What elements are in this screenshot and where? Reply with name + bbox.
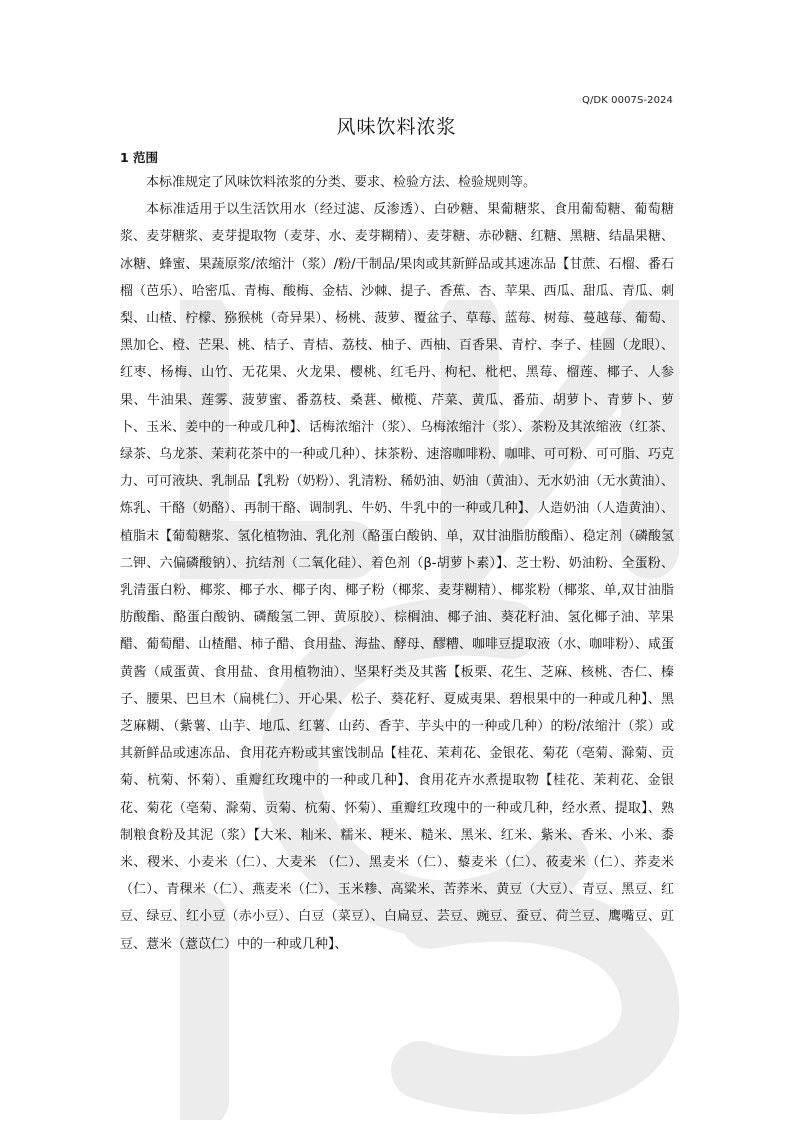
- scope-paragraph-2: 本标准适用于以生活饮用水（经过滤、反渗透）、白砂糖、果葡糖浆、食用葡萄糖、葡萄糖浆、麦芽糖浆、麦芽提取物（麦芽、水、麦芽糊精）、麦芽糖、赤砂糖、红糖、黑糖、结晶果糖、冰糖、蜂蜜、果蔬原浆/浓缩汁（浆）/粉/干制品/果肉或其新鲜品或其速冻品【甘蔗、石榴、番石榴（芭乐）、哈密瓜、青梅、酸梅、金桔、沙棘、提子、香蕉、杏、苹果、西瓜、甜瓜、青瓜、刺梨、山楂、柠檬、猕猴桃（奇异果）、杨桃、菠萝、覆盆子、草莓、蓝莓、树莓、蔓越莓、葡萄、黑加仑、橙、芒果、桃、桔子、青桔、荔枝、柚子、西柚、百香果、青柠、李子、桂圆（龙眼）、红枣、杨梅、山竹、无花果、火龙果、樱桃、红毛丹、枸杞、枇杷、黑莓、榴莲、椰子、人参果、牛油果、莲雾、菠萝蜜、番荔枝、桑葚、橄榄、芹菜、黄瓜、番茄、胡萝卜、青萝卜、萝卜、玉米、姜中的一种或几种】、话梅浓缩汁（浆）、乌梅浓缩汁（浆）、茶粉及其浓缩液（红茶、绿茶、乌龙茶、茉莉花茶中的一种或几种）、抹茶粉、速溶咖啡粉、咖啡、可可粉、可可脂、巧克力、可可液块、乳制品【乳粉（奶粉）、乳清粉、稀奶油、奶油（黄油）、无水奶油（无水黄油）、炼乳、干酪（奶酪）、再制干酪、调制乳、牛奶、牛乳中的一种或几种】、人造奶油（人造黄油）、植脂末【葡萄糖浆、氢化植物油、乳化剂（酪蛋白酸钠、单，双甘油脂肪酸酯）、稳定剂（磷酸氢二钾、六偏磷酸钠）、抗结剂（二氧化硅）、着色剂（β-胡萝卜素）】、芝士粉、奶油粉、全蛋粉、乳清蛋白粉、椰浆、椰子水、椰子肉、椰子粉（椰浆、麦芽糊精）、椰浆粉（椰浆、单,双甘油脂肪酸酯、酪蛋白酸钠、磷酸氢二钾、黄原胶）、棕榈油、椰子油、葵花籽油、氢化椰子油、苹果醋、葡萄醋、山楂醋、柿子醋、食用盐、海盐、酵母、醪糟、咖啡豆提取液（水、咖啡粉）、咸蛋黄酱（咸蛋黄、食用盐、食用植物油）、坚果籽类及其酱【板栗、花生、芝麻、核桃、杏仁、榛子、腰果、巴旦木（扁桃仁）、开心果、松子、葵花籽、夏威夷果、碧根果中的一种或几种】、黑芝麻糊、（紫薯、山芋、地瓜、红薯、山药、香芋、芋头中的一种或几种）的粉/浓缩汁（浆）或其新鲜品或速冻品、食用花卉粉或其蜜饯制品【桂花、茉莉花、金银花、菊花（亳菊、滁菊、贡菊、杭菊、怀菊）、重瓣红玫瑰中的一种或几种】、食用花卉水煮提取物【桂花、茉莉花、金银花、菊花（亳菊、滁菊、贡菊、杭菊、怀菊）、重瓣红玫瑰中的一种或几种，经水煮、提取】、熟制粮食粉及其泥（浆）【大米、籼米、糯米、粳米、糙米、黑米、红米、紫米、香米、小米、黍米、稷米、小麦米（仁）、大麦米 （仁）、黑麦米（仁）、藜麦米（仁）、莜麦米（仁）、荞麦米（仁）、青稞米（仁）、燕麦米（仁）、玉米糁、高粱米、苦荞米、黄豆（大豆）、青豆、黑豆、红豆、绿豆、红小豆（赤小豆）、白豆（菜豆）、白扁豆、芸豆、豌豆、蚕豆、荷兰豆、鹰嘴豆、豇豆、薏米（薏苡仁）中的一种或几种】、: [120, 202, 674, 952]
- scope-paragraph-1: 本标准规定了风味饮料浓浆的分类、要求、检验方法、检验规则等。: [146, 175, 537, 190]
- document-title: 风味饮料浓浆: [336, 116, 457, 138]
- section-body: [120, 169, 674, 958]
- section-heading-scope: 1 范围: [120, 150, 159, 165]
- standard-code: Q/DK 0007S-2024: [581, 95, 673, 106]
